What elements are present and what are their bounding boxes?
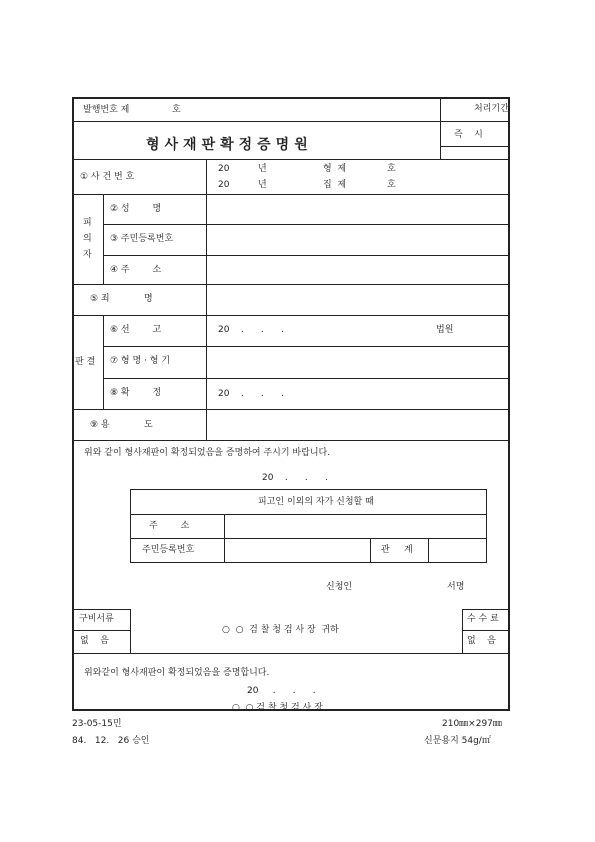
court-label: 법원 bbox=[436, 325, 454, 335]
defendant-group-label-2: 의 bbox=[83, 234, 92, 244]
document-title: 형사재판확정증명원 bbox=[146, 137, 313, 153]
paper-size: 210㎜×297㎜ bbox=[442, 719, 502, 729]
defendant-group-label-3: 자 bbox=[83, 250, 92, 260]
signature-label: 서명 bbox=[447, 582, 465, 592]
case-line1-type: 형 제 bbox=[323, 164, 347, 174]
required-docs-label: 구비서류 bbox=[79, 614, 114, 624]
penalty-label: ⑦ 형 명 · 형 기 bbox=[110, 356, 171, 366]
third-party-address-label: 주 소 bbox=[149, 521, 190, 531]
case-number-label: ① 사 건 번 호 bbox=[80, 172, 135, 182]
case-line2-ho: 호 bbox=[387, 180, 396, 190]
third-party-header: 피고인 이외의 자가 신청할 때 bbox=[258, 497, 374, 507]
case-line2-nyeon: 년 bbox=[258, 180, 267, 190]
final-value: 20 . . . bbox=[218, 389, 284, 399]
fee-value: 없 음 bbox=[467, 636, 496, 646]
sentence-value: 20 . . . bbox=[218, 325, 284, 335]
case-line2-type: 집 제 bbox=[323, 180, 347, 190]
defendant-group-label-1: 피 bbox=[83, 218, 92, 228]
case-line1-ho: 호 bbox=[387, 164, 396, 174]
certification-text: 위와같이 형사재판이 확정되었음을 증명합니다. bbox=[84, 668, 270, 678]
approval-date: 84. 12. 26 승인 bbox=[72, 736, 150, 746]
request-text: 위와 같이 형사재판이 확정되었음을 증명하여 주시기 바랍니다. bbox=[84, 448, 331, 458]
certification-date: 20 . . . bbox=[247, 686, 316, 696]
case-line1-year: 20 bbox=[218, 164, 230, 174]
address-label: ④ 주 소 bbox=[110, 265, 162, 275]
name-label: ② 성 명 bbox=[110, 204, 162, 214]
third-party-relation-label: 관 계 bbox=[381, 545, 413, 555]
purpose-label: ⑨ 용 도 bbox=[90, 420, 153, 430]
sentence-label: ⑥ 선 고 bbox=[110, 325, 162, 335]
form-number: 23-05-15민 bbox=[72, 719, 122, 729]
crime-label: ⑤ 죄 명 bbox=[90, 294, 153, 304]
paper-type: 신문용지 54g/㎡ bbox=[424, 736, 491, 746]
addressee: ○ ○ 검 찰 청 검 사 장 귀하 bbox=[222, 625, 339, 635]
final-label: ⑧ 확 정 bbox=[110, 388, 162, 398]
required-docs-value: 없 음 bbox=[80, 636, 109, 646]
case-line1-nyeon: 년 bbox=[258, 164, 267, 174]
request-date: 20 . . . bbox=[262, 473, 328, 483]
processing-period-value: 즉 시 bbox=[454, 130, 483, 140]
rrn-label: ③ 주민등록번호 bbox=[110, 234, 174, 244]
judgment-group-label: 판 결 bbox=[75, 357, 96, 367]
processing-period-label: 처리기간 bbox=[474, 104, 509, 114]
fee-label: 수 수 료 bbox=[467, 614, 499, 624]
certification-issuer: ○ ○ 검 찰 청 검 사 장 bbox=[232, 703, 323, 713]
third-party-rrn-label: 주민등록번호 bbox=[142, 545, 195, 555]
issue-number-label: 발행번호 제 bbox=[83, 105, 130, 115]
issue-number-ho: 호 bbox=[172, 105, 181, 115]
applicant-label: 신청인 bbox=[326, 582, 353, 592]
case-line2-year: 20 bbox=[218, 180, 230, 190]
